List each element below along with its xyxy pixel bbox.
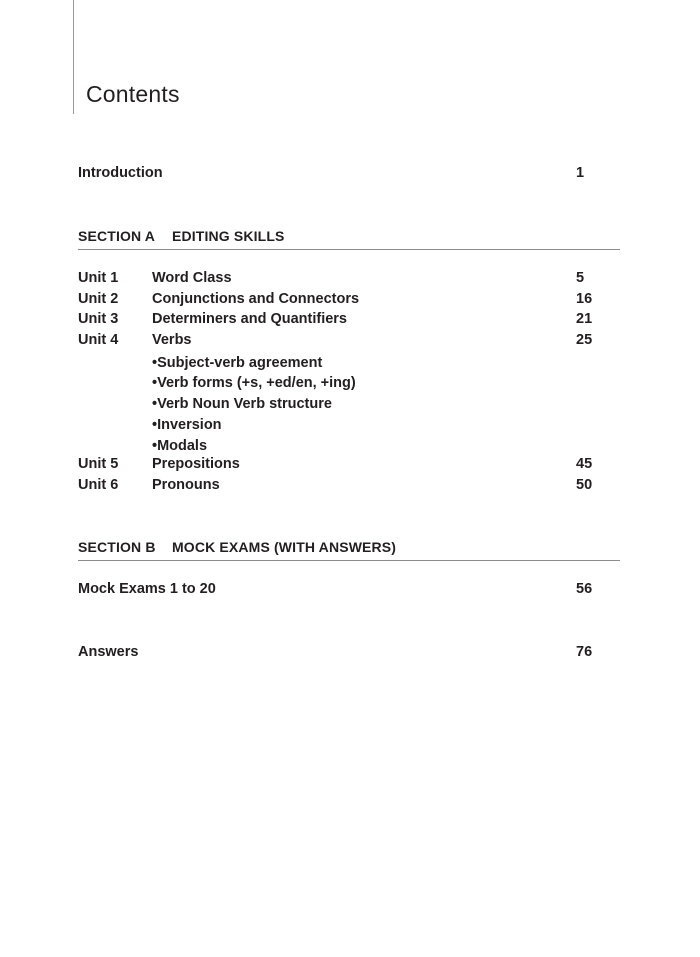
section-name: SECTION B [78, 539, 156, 555]
toc-row-unit-1[interactable] [78, 270, 623, 291]
unit-page: 16 [576, 290, 593, 307]
unit-title: Pronouns [152, 476, 220, 493]
toc-entry-title: Introduction [78, 165, 163, 181]
toc-entry-page: 1 [576, 165, 585, 181]
subtopic-label: Subject-verb agreement [157, 354, 323, 371]
section-divider [78, 560, 620, 561]
subtopic-label: Verb forms (+s, +ed/en, +ing) [157, 375, 356, 392]
unit-title: Word Class [152, 270, 232, 286]
unit-4-subtopic [152, 415, 612, 436]
unit-4-subtopic-list [152, 353, 612, 456]
toc-entry-page: 56 [576, 581, 593, 597]
unit-page: 45 [576, 456, 593, 473]
unit-title: Determiners and Quantifiers [152, 311, 347, 328]
unit-label: Unit 2 [78, 290, 119, 307]
unit-page: 50 [576, 476, 593, 493]
unit-4-subtopic [152, 394, 612, 415]
unit-page: 5 [576, 270, 585, 286]
section-a-unit-list [78, 270, 623, 498]
page-title: Contents [86, 81, 180, 107]
unit-page: 21 [576, 311, 593, 328]
unit-page: 25 [576, 332, 593, 349]
subtopic-label: Inversion [157, 416, 222, 433]
bullet-icon: • [152, 375, 158, 392]
toc-row-unit-5[interactable] [78, 456, 623, 477]
unit-label: Unit 1 [78, 270, 119, 286]
bullet-icon: • [152, 416, 158, 433]
subtopic-label: Verb Noun Verb structure [157, 396, 332, 413]
bullet-icon: • [152, 354, 158, 371]
bullet-icon: • [152, 396, 158, 413]
subtopic-label: Modals [157, 437, 208, 454]
unit-title: Prepositions [152, 456, 240, 473]
title-vertical-rule [73, 0, 74, 114]
toc-entry-page: 76 [576, 644, 593, 660]
toc-row-unit-3[interactable] [78, 311, 623, 332]
toc-entry-title: Answers [78, 644, 139, 660]
unit-title: Verbs [152, 332, 192, 349]
bullet-icon: • [152, 437, 158, 454]
toc-entry-title: Mock Exams 1 to 20 [78, 581, 216, 597]
section-description: MOCK EXAMS (WITH ANSWERS) [172, 539, 397, 555]
unit-label: Unit 5 [78, 456, 119, 473]
toc-row-unit-2[interactable] [78, 291, 623, 312]
unit-label: Unit 4 [78, 332, 119, 349]
unit-4-subtopic [152, 353, 612, 374]
unit-4-subtopic [152, 373, 612, 394]
section-description: EDITING SKILLS [172, 228, 285, 244]
unit-title: Conjunctions and Connectors [152, 290, 360, 307]
toc-row-unit-6[interactable] [78, 477, 623, 498]
section-name: SECTION A [78, 228, 156, 244]
toc-row-unit-4[interactable] [78, 332, 623, 353]
section-divider [78, 249, 620, 250]
unit-4-subtopic [152, 436, 612, 457]
unit-label: Unit 3 [78, 311, 119, 328]
unit-label: Unit 6 [78, 476, 119, 493]
